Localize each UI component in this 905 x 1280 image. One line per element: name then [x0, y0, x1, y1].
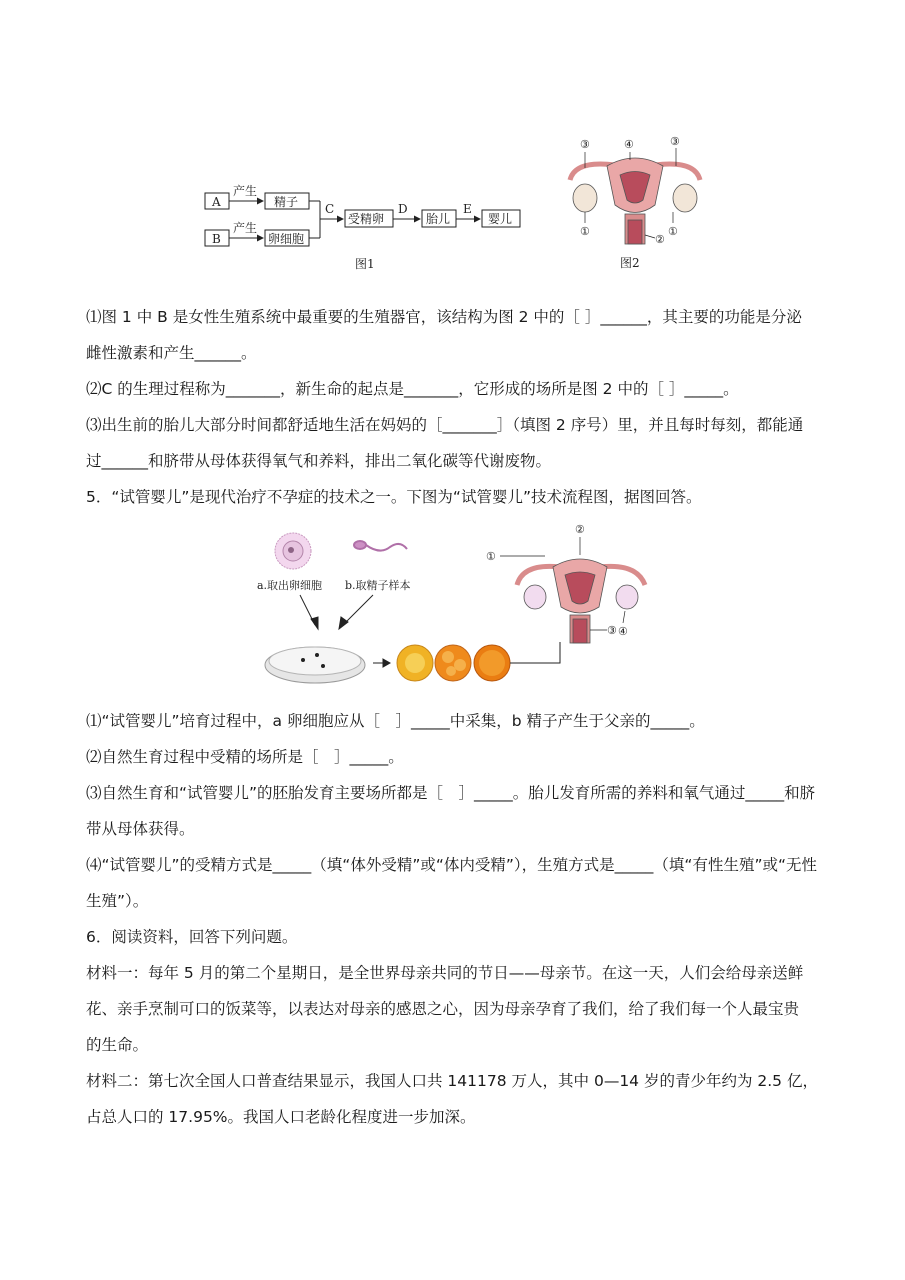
q4-part3-line1: ⑶出生前的胎儿大部分时间都舒适地生活在妈妈的［_______］（填图 2 序号）里，并且每时每刻，都能通 [86, 416, 804, 434]
fig2-label-1-right: ① [668, 225, 678, 238]
figure-1-caption: 图1 [355, 257, 375, 271]
q4-part1-line1: ⑴图 1 中 B 是女性生殖系统中最重要的生殖器官，该结构为图 2 中的［ ］______，其主要的功能是分泌 [86, 308, 802, 326]
box-a-label: A [212, 195, 221, 209]
egg-caption: a.取出卵细胞 [257, 579, 323, 592]
produce-label-1: 产生 [233, 184, 258, 198]
arrow-e-label: E [463, 202, 472, 216]
q6-heading: 6．阅读资料，回答下列问题。 [86, 928, 298, 946]
sperm-image [354, 541, 407, 551]
fetus-label: 胎儿 [426, 212, 451, 226]
box-b-label: B [212, 232, 221, 246]
sperm-caption: b.取精子样本 [345, 579, 411, 592]
egg-cell-image [275, 533, 311, 569]
fig2-label-2: ② [655, 233, 665, 246]
q5-part3-line1: ⑶自然生育和“试管婴儿”的胚胎发育主要场所都是［ ］_____。胎儿发育所需的养料和氧气通过_____和脐 [86, 784, 816, 802]
produce-label-2: 产生 [233, 221, 258, 235]
q4-part1-line2: 雌性激素和产生______。 [86, 344, 257, 362]
fig3-label-1: ① [486, 550, 496, 563]
arrow-c-label: C [325, 202, 335, 216]
q5-part1: ⑴“试管婴儿”培育过程中，a 卵细胞应从［ ］_____中采集，b 精子产生于父亲的_____。 [86, 712, 705, 730]
petri-dish [265, 647, 365, 683]
q5-part4-line1: ⑷“试管婴儿”的受精方式是_____（填“体外受精”或“体内受精”），生殖方式是_____（填“有性生殖”或“无性 [86, 856, 818, 874]
q5-part2: ⑵自然生育过程中受精的场所是［ ］_____。 [86, 748, 404, 766]
figure-2-caption: 图2 [620, 256, 640, 270]
sperm-label: 精子 [274, 195, 299, 209]
arrow-d-label: D [398, 202, 408, 216]
fig3-label-3: ③ [607, 624, 617, 637]
figure-1-flowchart [195, 180, 535, 275]
q4-part2: ⑵C 的生理过程称为_______，新生命的起点是_______，它形成的场所是图 2 中的［ ］_____。 [86, 380, 739, 398]
q5-part4-line2: 生殖”）。 [86, 892, 149, 910]
figure-3-ivf-process [255, 515, 675, 705]
fig2-label-3-right: ③ [670, 135, 680, 148]
fig3-label-2: ② [575, 523, 585, 536]
q5-heading: 5．“试管婴儿”是现代治疗不孕症的技术之一。下图为“试管婴儿”技术流程图，据图回答。 [86, 488, 702, 506]
q4-part3-line2: 过______和脐带从母体获得氧气和养料，排出二氧化碳等代谢废物。 [86, 452, 552, 470]
egg-label: 卵细胞 [268, 232, 305, 246]
fig2-label-4: ④ [624, 138, 634, 151]
fertilized-egg-label: 受精卵 [348, 212, 385, 226]
figure-2-reproductive-system [555, 130, 715, 275]
material-1-line1: 材料一：每年 5 月的第二个星期日，是全世界母亲共同的节日——母亲节。在这一天，人们会给母亲送鲜 [86, 964, 804, 982]
material-1-line2: 花、亲手烹制可口的饭菜等，以表达对母亲的感恩之心，因为母亲孕育了我们，给了我们每一个人最宝贵 [86, 1000, 800, 1018]
q5-part3-line2: 带从母体获得。 [86, 820, 195, 838]
material-1-line3: 的生命。 [86, 1036, 149, 1054]
material-2-line1: 材料二：第七次全国人口普查结果显示，我国人口共 141178 万人，其中 0—14 岁的青少年约为 2.5 亿， [86, 1072, 818, 1090]
baby-label: 婴儿 [488, 212, 513, 226]
embryo-stages [397, 645, 510, 681]
fig3-label-4: ④ [618, 625, 628, 638]
fig2-label-1-left: ① [580, 225, 590, 238]
fig2-label-3-left: ③ [580, 138, 590, 151]
material-2-line2: 占总人口的 17.95%。我国人口老龄化程度进一步加深。 [86, 1108, 476, 1126]
